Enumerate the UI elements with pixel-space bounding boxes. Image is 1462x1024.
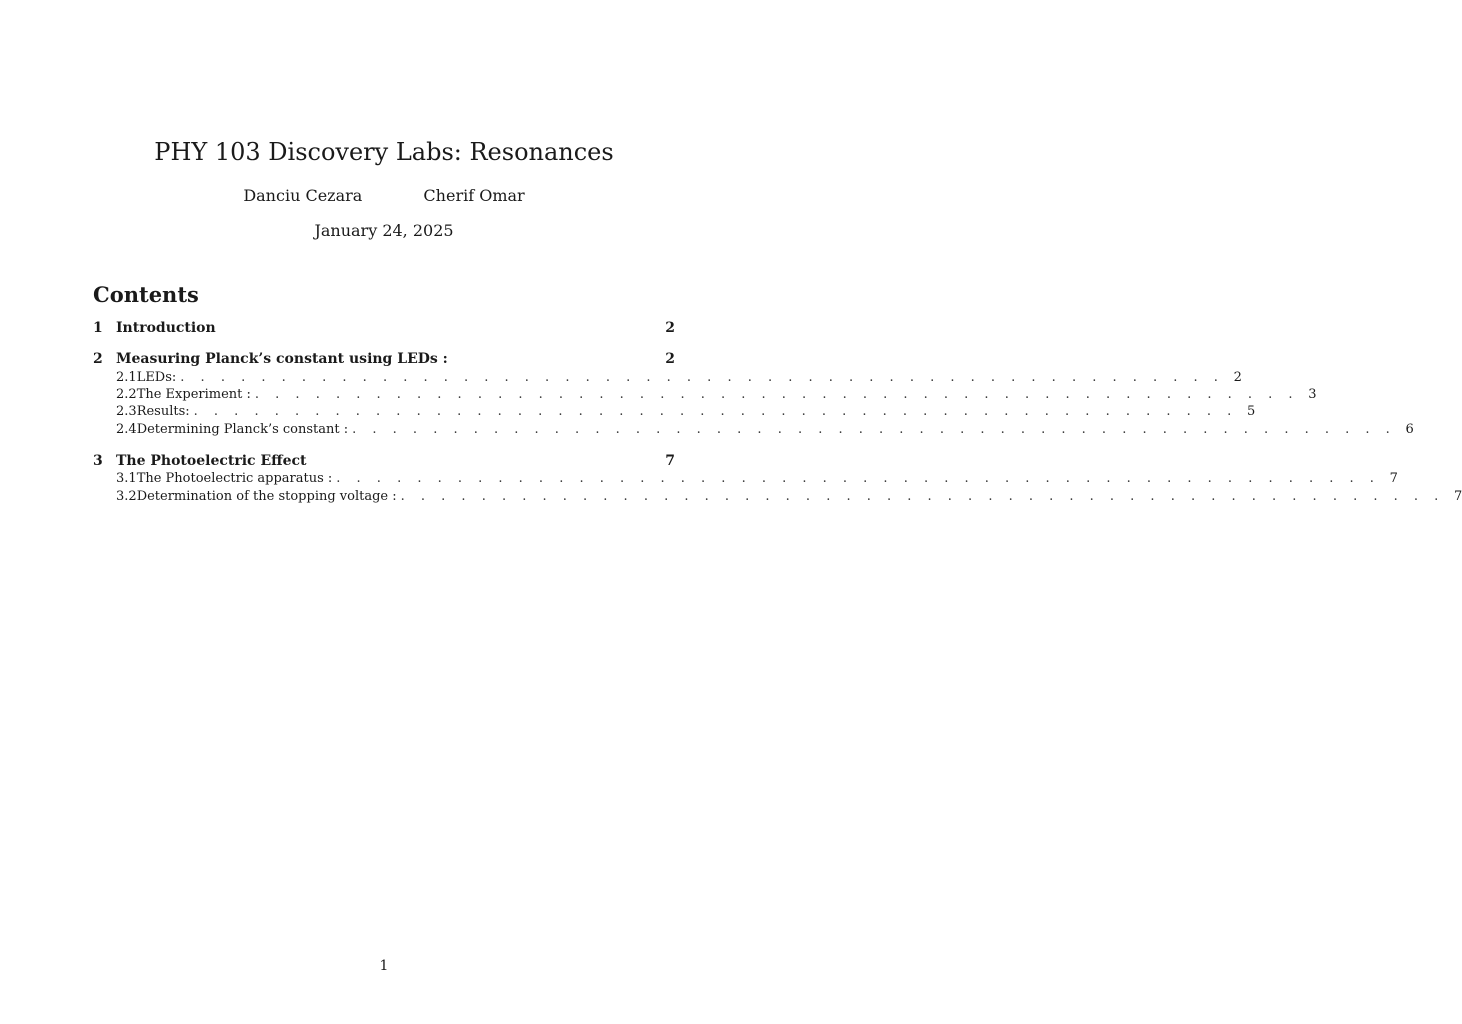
document-title: PHY 103 Discovery Labs: Resonances (154, 138, 614, 166)
toc-entry-page: 7 (1389, 471, 1398, 486)
toc-entry-number: 3.2 (116, 489, 137, 504)
author-name: Cherif Omar (423, 186, 525, 205)
toc-entry-title: Introduction (116, 320, 216, 336)
toc-dot-leader: . . . . . . . . . . . . . . . . . . . . . . . . . . . . . . . . . . . . . . . . . . . . . . . . . . . . (254, 387, 1299, 402)
author-name: Danciu Cezara (243, 186, 363, 205)
toc-entry-subsection[interactable] (93, 404, 1256, 422)
toc-entry-title: Determining Planck’s constant : (136, 422, 349, 437)
toc-entry-subsection[interactable] (93, 422, 1414, 440)
toc-dot-leader: . . . . . . . . . . . . . . . . . . . . . . . . . . . . . . . . . . . . . . . . . . . . . . . . . . . . (352, 422, 1396, 437)
toc-entry-title: Results: (136, 404, 190, 419)
toc-entry-page: 7 (1454, 489, 1462, 504)
toc-entry-subsection[interactable] (93, 370, 1242, 388)
toc-entry-page: 5 (1247, 404, 1256, 419)
toc-dot-leader: . . . . . . . . . . . . . . . . . . . . . . . . . . . . . . . . . . . . . . . . . . . . . . . . . . . . (180, 370, 1224, 385)
toc-entry-number: 2.3 (116, 404, 137, 419)
toc-dot-leader: . . . . . . . . . . . . . . . . . . . . . . . . . . . . . . . . . . . . . . . . . . . . . . . . . . . . (400, 489, 1445, 504)
toc-entry-page: 2 (1233, 370, 1242, 385)
toc-entry-page: 7 (665, 453, 675, 469)
toc-entry-subsection[interactable] (93, 387, 1317, 405)
toc-entry-subsection[interactable] (93, 489, 1462, 507)
toc-entry-number: 3.1 (116, 471, 137, 486)
toc-entry-number: 3 (93, 453, 103, 469)
toc-entry-number: 2.4 (116, 422, 137, 437)
toc-entry-title: The Experiment : (136, 387, 251, 402)
toc-entry-page: 6 (1405, 422, 1414, 437)
author-list (0, 186, 768, 205)
toc-dot-leader: . . . . . . . . . . . . . . . . . . . . . . . . . . . . . . . . . . . . . . . . . . . . . . . . . . . . (336, 471, 1380, 486)
toc-entry-title: The Photoelectric apparatus : (136, 471, 333, 486)
toc-entry-title: Measuring Planck’s constant using LEDs : (116, 351, 448, 367)
toc-entry-section[interactable] (93, 351, 675, 369)
toc-entry-subsection[interactable] (93, 471, 1398, 489)
toc-entry-section[interactable] (93, 320, 675, 338)
document-date: January 24, 2025 (314, 221, 454, 240)
toc-entry-page: 2 (665, 351, 675, 367)
toc-entry-page: 2 (665, 320, 675, 336)
toc-entry-title: The Photoelectric Effect (116, 453, 307, 469)
toc-entry-number: 2.1 (116, 370, 137, 385)
page-number: 1 (379, 958, 389, 974)
toc-entry-section[interactable] (93, 453, 675, 471)
contents-heading: Contents (93, 282, 199, 307)
toc-entry-number: 1 (93, 320, 103, 336)
toc-dot-leader: . . . . . . . . . . . . . . . . . . . . . . . . . . . . . . . . . . . . . . . . . . . . . . . . . . . . (193, 404, 1238, 419)
toc-entry-page: 3 (1308, 387, 1317, 402)
toc-entry-number: 2.2 (116, 387, 137, 402)
toc-entry-title: Determination of the stopping voltage : (136, 489, 397, 504)
toc-entry-title: LEDs: (136, 370, 177, 385)
toc-entry-number: 2 (93, 351, 103, 367)
